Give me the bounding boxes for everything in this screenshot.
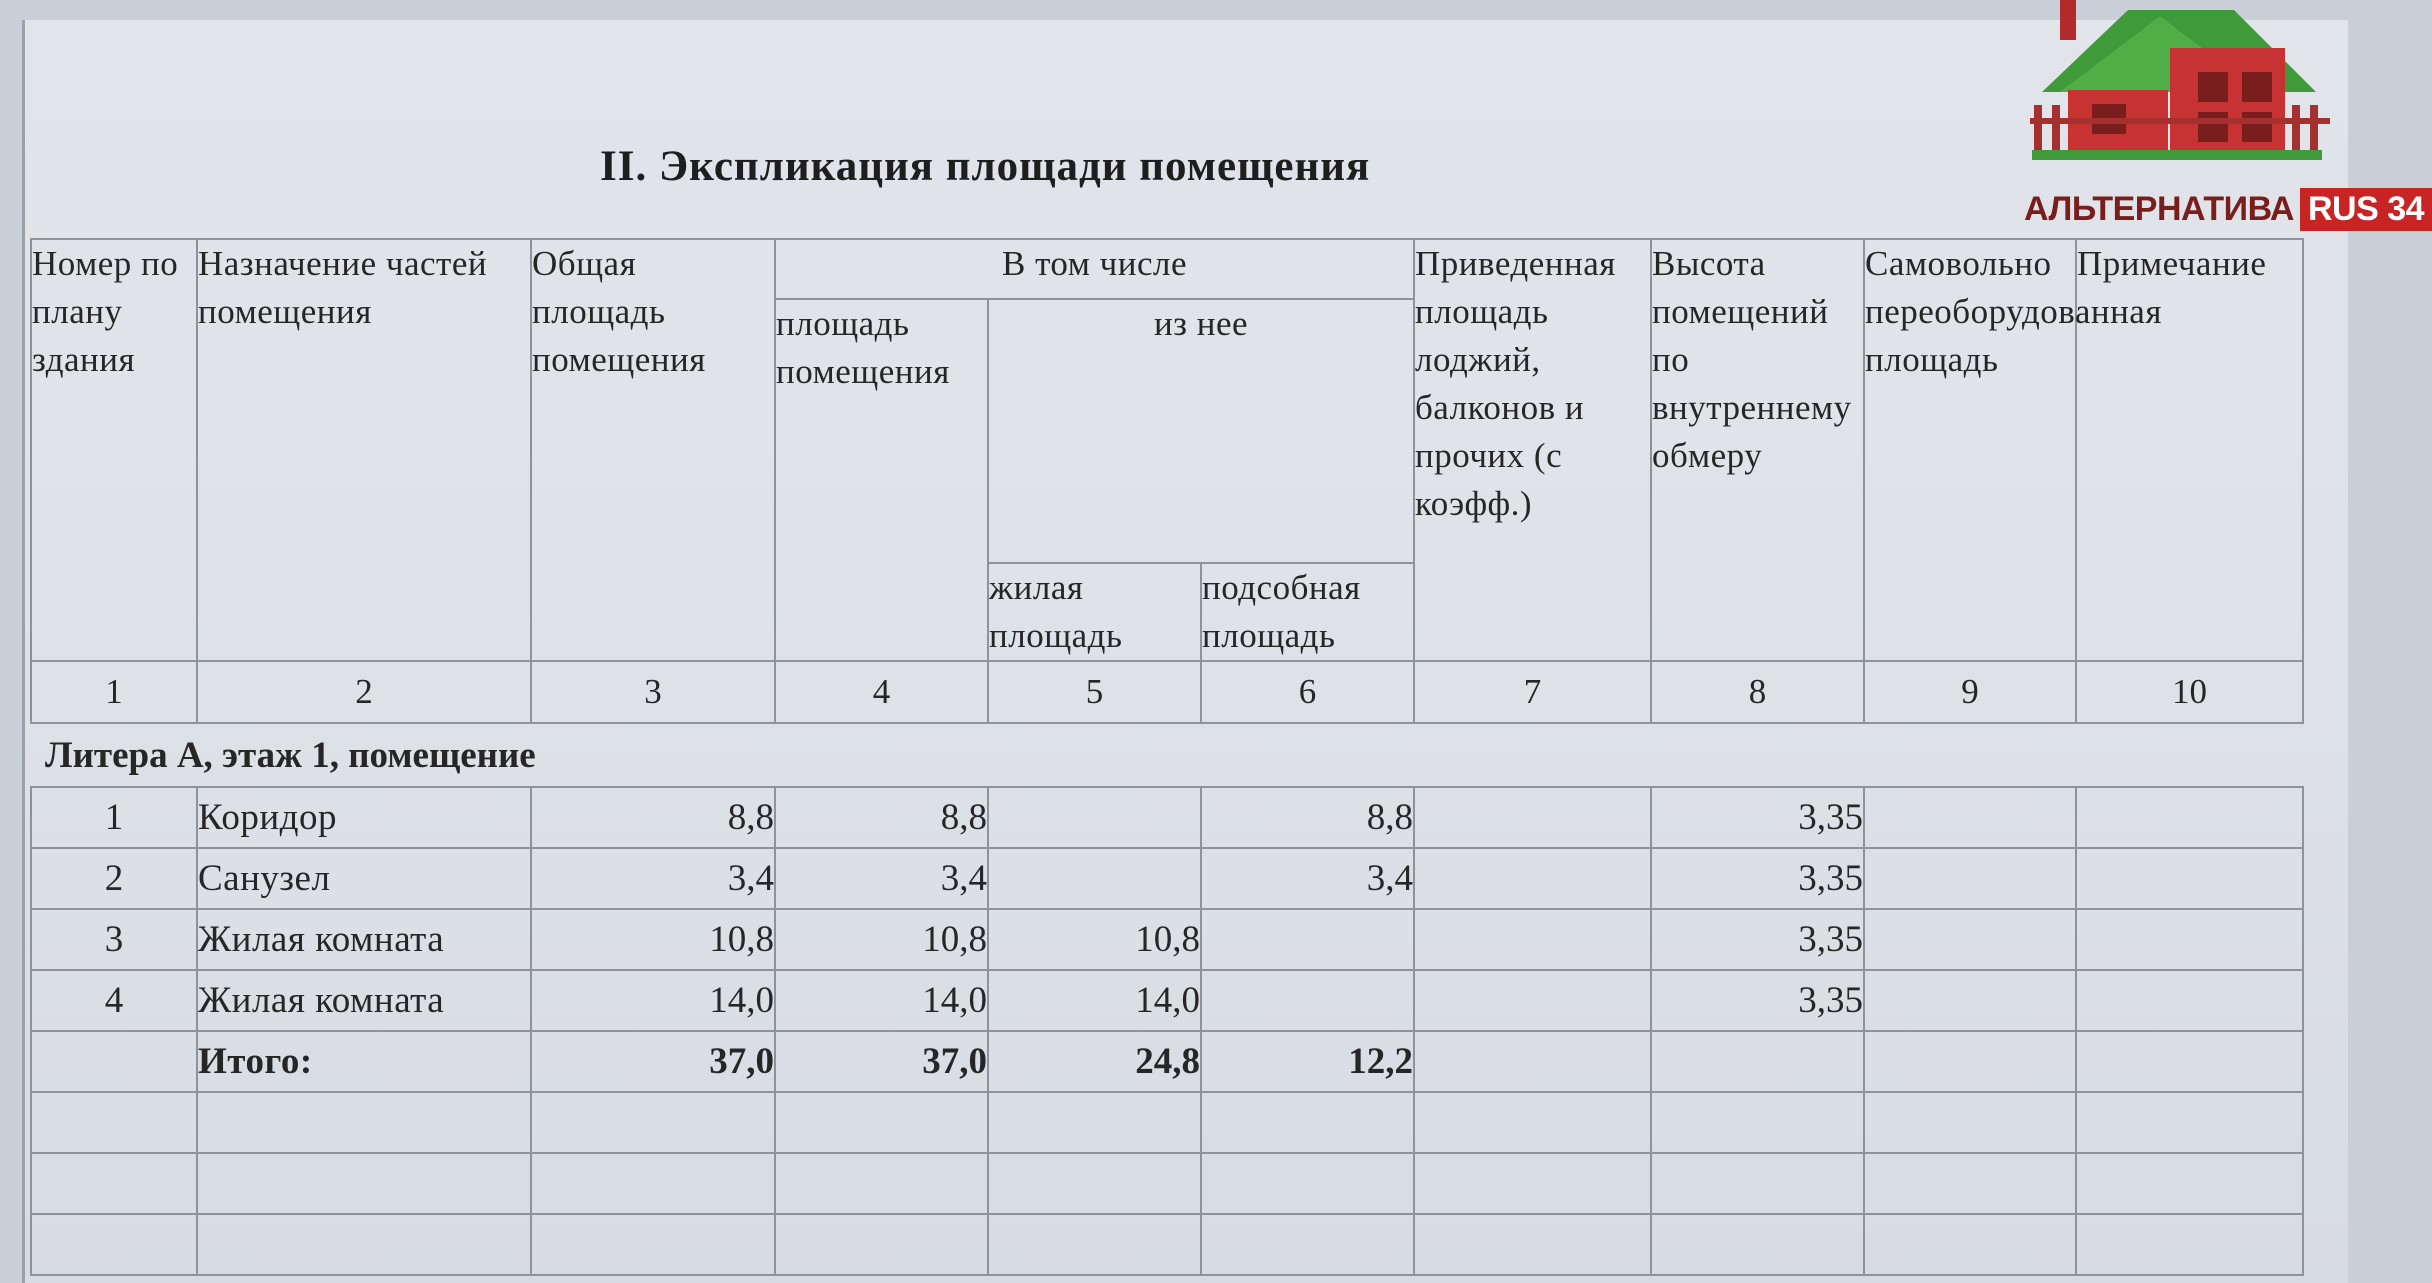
room-number: 3: [31, 909, 197, 970]
logo-tag: RUS 34: [2300, 188, 2432, 231]
room-area-value: 10,8: [775, 909, 988, 970]
auxiliary-area-value: [1201, 970, 1414, 1031]
empty-row: [31, 1214, 2303, 1275]
column-number: 9: [1864, 661, 2076, 723]
table-row: [31, 970, 2303, 1031]
header-purpose: Назначение частей помещения: [197, 239, 531, 661]
document-title: II. Экспликация площади помещения: [600, 143, 1371, 190]
total-empty-cell: [1651, 1031, 1864, 1092]
total-empty-cell: [1414, 1031, 1651, 1092]
table-row: [31, 909, 2303, 970]
balcony-area-value: [1414, 909, 1651, 970]
column-number: 1: [31, 661, 197, 723]
living-area-value: 10,8: [988, 909, 1201, 970]
column-number: 2: [197, 661, 531, 723]
room-area-value: 8,8: [775, 787, 988, 848]
header-auxiliary-area: подсобная площадь: [1201, 563, 1414, 661]
table-row: [31, 848, 2303, 909]
total-row: [31, 1031, 2303, 1092]
header-plan-number: Номер по плану здания: [31, 239, 197, 661]
auxiliary-area-value: 8,8: [1201, 787, 1414, 848]
total-empty-cell: [1864, 1031, 2076, 1092]
empty-row: [31, 1092, 2303, 1153]
room-name: Жилая комната: [197, 970, 531, 1031]
room-area-sum: 37,0: [775, 1031, 988, 1092]
living-area-sum: 24,8: [988, 1031, 1201, 1092]
room-number: 2: [31, 848, 197, 909]
header-living-area: жилая площадь: [988, 563, 1201, 661]
living-area-value: 14,0: [988, 970, 1201, 1031]
column-number: 5: [988, 661, 1201, 723]
section-title: Литера А, этаж 1, помещение: [31, 723, 2303, 787]
auxiliary-area-value: [1201, 909, 1414, 970]
header-including: В том числе: [775, 239, 1414, 299]
note-value: [2076, 970, 2303, 1031]
header-balcony-area: Приведенная площадь лоджий, балконов и прочих (с коэфф.): [1414, 239, 1651, 661]
living-area-value: [988, 787, 1201, 848]
column-number: 7: [1414, 661, 1651, 723]
empty-row: [31, 1153, 2303, 1214]
total-empty-cell: [2076, 1031, 2303, 1092]
room-number: 4: [31, 970, 197, 1031]
auxiliary-area-value: 3,4: [1201, 848, 1414, 909]
total-number-cell: [31, 1031, 197, 1092]
total-area-value: 3,4: [531, 848, 775, 909]
total-area-value: 10,8: [531, 909, 775, 970]
room-area-value: 14,0: [775, 970, 988, 1031]
room-name: Жилая комната: [197, 909, 531, 970]
height-value: 3,35: [1651, 787, 1864, 848]
header-room-area: площадь помещения: [775, 299, 988, 661]
height-value: 3,35: [1651, 909, 1864, 970]
note-value: [2076, 909, 2303, 970]
height-value: 3,35: [1651, 970, 1864, 1031]
column-number: 4: [775, 661, 988, 723]
room-number: 1: [31, 787, 197, 848]
total-label: Итого:: [197, 1031, 531, 1092]
height-value: 3,35: [1651, 848, 1864, 909]
total-area-value: 14,0: [531, 970, 775, 1031]
column-number: 8: [1651, 661, 1864, 723]
section-row: [31, 723, 2303, 787]
header-of-which: из нее: [988, 299, 1414, 563]
header-row-1: [31, 239, 2303, 299]
header-total-area: Общая площадь помещения: [531, 239, 775, 661]
unauthorized-value: [1864, 848, 2076, 909]
unauthorized-value: [1864, 970, 2076, 1031]
balcony-area-value: [1414, 970, 1651, 1031]
note-value: [2076, 848, 2303, 909]
unauthorized-value: [1864, 909, 2076, 970]
auxiliary-area-sum: 12,2: [1201, 1031, 1414, 1092]
unauthorized-value: [1864, 787, 2076, 848]
header-room-height: Высота помещений по внутреннему обмеру: [1651, 239, 1864, 661]
balcony-area-value: [1414, 848, 1651, 909]
living-area-value: [988, 848, 1201, 909]
column-number: 3: [531, 661, 775, 723]
header-note: Примечание: [2076, 239, 2303, 661]
balcony-area-value: [1414, 787, 1651, 848]
house-icon: [2030, 0, 2330, 160]
table-row: [31, 787, 2303, 848]
logo-name: АЛЬТЕРНАТИВА: [2024, 190, 2294, 228]
note-value: [2076, 787, 2303, 848]
column-number: 10: [2076, 661, 2303, 723]
room-name: Коридор: [197, 787, 531, 848]
total-area-sum: 37,0: [531, 1031, 775, 1092]
total-area-value: 8,8: [531, 787, 775, 848]
explication-table: [30, 238, 2304, 1276]
room-name: Санузел: [197, 848, 531, 909]
logo-text: [2024, 188, 2432, 231]
column-number-row: [31, 661, 2303, 723]
column-number: 6: [1201, 661, 1414, 723]
header-unauthorized-area: Самовольно переоборудованная площадь: [1864, 239, 2076, 661]
room-area-value: 3,4: [775, 848, 988, 909]
